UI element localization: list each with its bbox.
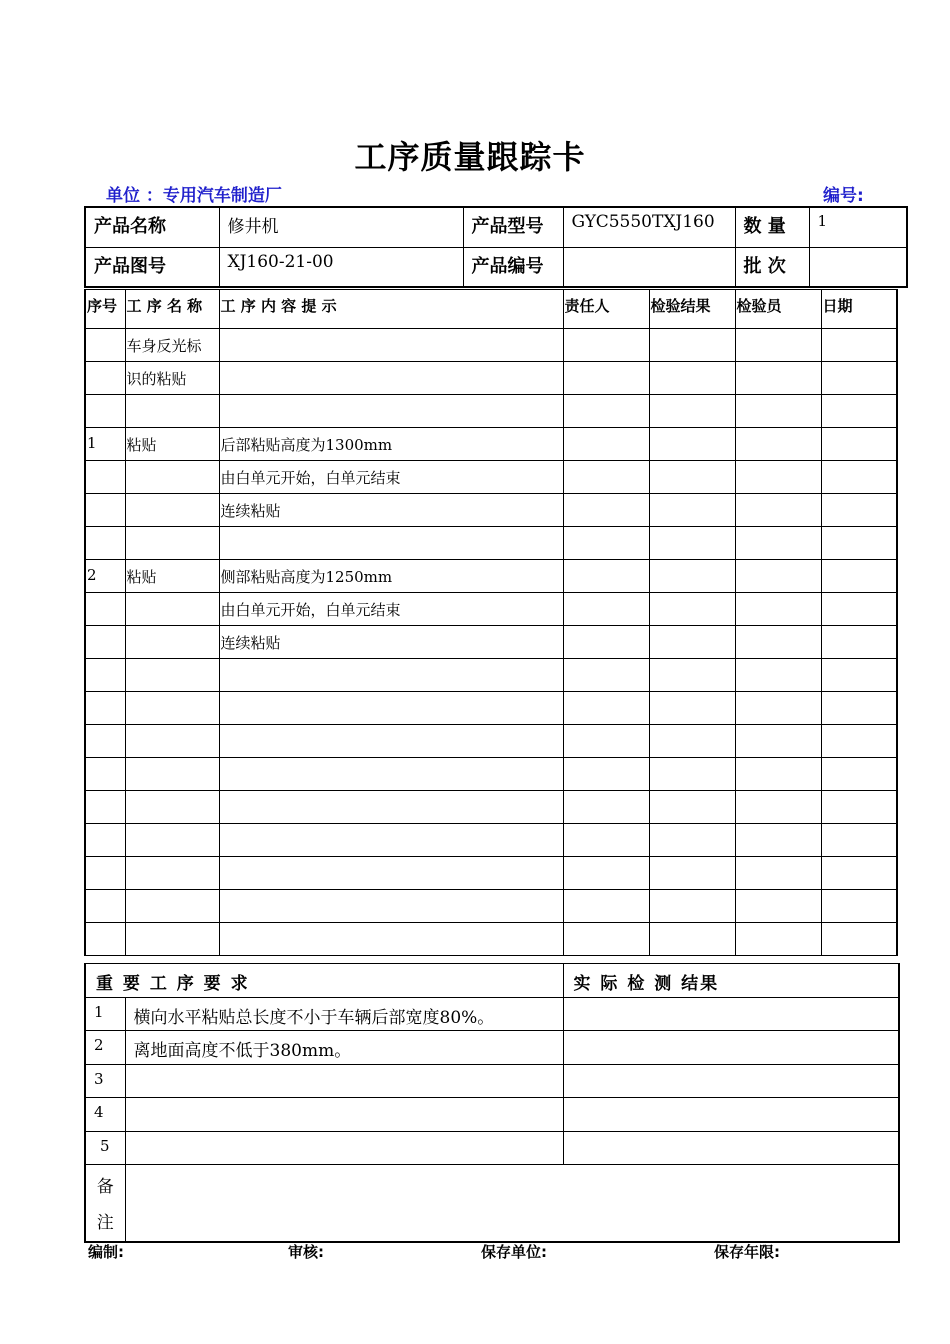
table-row bbox=[85, 626, 897, 659]
cell-date[interactable] bbox=[821, 494, 897, 527]
product-name-value[interactable]: 修井机 bbox=[219, 207, 463, 247]
page-title: 工序质量跟踪卡 bbox=[354, 138, 586, 176]
cell-process-content[interactable] bbox=[219, 362, 563, 395]
requirement-result[interactable] bbox=[563, 1031, 899, 1065]
cell-responsible[interactable] bbox=[563, 791, 649, 824]
cell-responsible[interactable] bbox=[563, 593, 649, 626]
cell-seq[interactable] bbox=[85, 659, 125, 692]
cell-process-content[interactable] bbox=[219, 527, 563, 560]
cell-responsible[interactable] bbox=[563, 494, 649, 527]
cell-process-name[interactable]: 识的粘贴 bbox=[125, 362, 219, 395]
quantity-value[interactable]: 1 bbox=[809, 207, 907, 247]
cell-inspector[interactable] bbox=[735, 593, 821, 626]
cell-inspection-result[interactable] bbox=[649, 461, 735, 494]
cell-inspector[interactable] bbox=[735, 725, 821, 758]
process-table-header bbox=[85, 290, 897, 329]
cell-inspector[interactable] bbox=[735, 890, 821, 923]
cell-responsible[interactable] bbox=[563, 824, 649, 857]
cell-responsible[interactable] bbox=[563, 725, 649, 758]
cell-inspection-result[interactable] bbox=[649, 527, 735, 560]
cell-inspector[interactable] bbox=[735, 626, 821, 659]
requirement-result[interactable] bbox=[563, 1098, 899, 1132]
cell-process-content[interactable] bbox=[219, 824, 563, 857]
cell-seq[interactable] bbox=[85, 824, 125, 857]
cell-date[interactable] bbox=[821, 824, 897, 857]
cell-inspection-result[interactable] bbox=[649, 593, 735, 626]
cell-responsible[interactable] bbox=[563, 857, 649, 890]
cell-date[interactable] bbox=[821, 395, 897, 428]
cell-process-name[interactable] bbox=[125, 593, 219, 626]
cell-seq[interactable] bbox=[85, 791, 125, 824]
col-header-seq: 序号 bbox=[85, 290, 125, 329]
footer-reviewer: 审核: bbox=[288, 1243, 324, 1261]
cell-process-content[interactable] bbox=[219, 857, 563, 890]
cell-responsible[interactable] bbox=[563, 329, 649, 362]
cell-inspector[interactable] bbox=[735, 758, 821, 791]
cell-inspector[interactable] bbox=[735, 494, 821, 527]
requirement-result[interactable] bbox=[563, 1064, 899, 1098]
requirement-text[interactable] bbox=[125, 1131, 563, 1165]
cell-process-content[interactable]: 由白单元开始，白单元结束 bbox=[219, 593, 563, 626]
table-row bbox=[85, 560, 897, 593]
cell-process-content[interactable]: 侧部粘贴高度为1250mm bbox=[219, 560, 563, 593]
cell-date[interactable] bbox=[821, 593, 897, 626]
cell-process-content[interactable] bbox=[219, 791, 563, 824]
table-row bbox=[85, 824, 897, 857]
requirement-row bbox=[85, 1064, 899, 1098]
requirement-row bbox=[85, 997, 899, 1031]
cell-seq[interactable] bbox=[85, 329, 125, 362]
cell-date[interactable] bbox=[821, 758, 897, 791]
cell-date[interactable] bbox=[821, 923, 897, 956]
cell-inspector[interactable] bbox=[735, 395, 821, 428]
unit-label: 单位 ：专用汽车制造厂 bbox=[106, 186, 282, 206]
cell-inspection-result[interactable] bbox=[649, 890, 735, 923]
cell-inspection-result[interactable] bbox=[649, 362, 735, 395]
requirement-result[interactable] bbox=[563, 1131, 899, 1165]
table-row bbox=[85, 725, 897, 758]
requirements-table bbox=[84, 963, 900, 1243]
cell-seq[interactable] bbox=[85, 494, 125, 527]
cell-seq[interactable] bbox=[85, 362, 125, 395]
cell-responsible[interactable] bbox=[563, 527, 649, 560]
cell-process-name[interactable] bbox=[125, 758, 219, 791]
cell-responsible[interactable] bbox=[563, 923, 649, 956]
batch-value[interactable] bbox=[809, 247, 907, 287]
requirements-header bbox=[85, 964, 899, 998]
cell-responsible[interactable] bbox=[563, 461, 649, 494]
table-row bbox=[85, 329, 897, 362]
col-header-process-content: 工 序 内 容 提 示 bbox=[219, 290, 563, 329]
table-row bbox=[85, 428, 897, 461]
table-row bbox=[85, 758, 897, 791]
cell-inspection-result[interactable] bbox=[649, 791, 735, 824]
cell-inspection-result[interactable] bbox=[649, 923, 735, 956]
cell-inspection-result[interactable] bbox=[649, 428, 735, 461]
cell-process-content[interactable]: 连续粘贴 bbox=[219, 626, 563, 659]
cell-process-name[interactable] bbox=[125, 890, 219, 923]
remarks-value[interactable] bbox=[125, 1165, 899, 1243]
cell-responsible[interactable] bbox=[563, 659, 649, 692]
cell-process-name[interactable]: 车身反光标 bbox=[125, 329, 219, 362]
cell-seq[interactable] bbox=[85, 857, 125, 890]
cell-date[interactable] bbox=[821, 329, 897, 362]
cell-process-name[interactable] bbox=[125, 461, 219, 494]
cell-process-name[interactable] bbox=[125, 824, 219, 857]
requirement-text[interactable] bbox=[125, 1098, 563, 1132]
table-row bbox=[85, 461, 897, 494]
cell-responsible[interactable] bbox=[563, 395, 649, 428]
product-drawing-label: 产品图号 bbox=[85, 247, 219, 287]
cell-inspector[interactable] bbox=[735, 857, 821, 890]
table-row bbox=[85, 395, 897, 428]
cell-inspector[interactable] bbox=[735, 362, 821, 395]
cell-process-name[interactable] bbox=[125, 494, 219, 527]
product-serial-value[interactable] bbox=[563, 247, 735, 287]
cell-inspection-result[interactable] bbox=[649, 560, 735, 593]
requirement-text[interactable] bbox=[125, 1064, 563, 1098]
requirement-no: 1 bbox=[85, 997, 125, 1031]
cell-seq[interactable] bbox=[85, 461, 125, 494]
cell-date[interactable] bbox=[821, 560, 897, 593]
cell-seq[interactable] bbox=[85, 527, 125, 560]
cell-seq[interactable]: 2 bbox=[85, 560, 125, 593]
table-row bbox=[85, 692, 897, 725]
requirement-row bbox=[85, 1098, 899, 1132]
table-row bbox=[85, 659, 897, 692]
col-header-responsible: 责任人 bbox=[563, 290, 649, 329]
cell-responsible[interactable] bbox=[563, 362, 649, 395]
requirement-no: 3 bbox=[85, 1064, 125, 1098]
cell-date[interactable] bbox=[821, 527, 897, 560]
cell-inspection-result[interactable] bbox=[649, 725, 735, 758]
product-name-label: 产品名称 bbox=[85, 207, 219, 247]
cell-process-name[interactable] bbox=[125, 626, 219, 659]
cell-process-name[interactable] bbox=[125, 923, 219, 956]
requirement-row bbox=[85, 1131, 899, 1165]
cell-process-content[interactable] bbox=[219, 329, 563, 362]
cell-seq[interactable] bbox=[85, 725, 125, 758]
cell-date[interactable] bbox=[821, 692, 897, 725]
table-row bbox=[85, 362, 897, 395]
table-row bbox=[85, 791, 897, 824]
table-row bbox=[85, 857, 897, 890]
cell-responsible[interactable] bbox=[563, 560, 649, 593]
footer-editor: 编制: bbox=[88, 1243, 124, 1261]
cell-process-content[interactable] bbox=[219, 659, 563, 692]
cell-process-name[interactable] bbox=[125, 659, 219, 692]
cell-date[interactable] bbox=[821, 791, 897, 824]
requirement-text[interactable]: 离地面高度不低于380mm。 bbox=[125, 1031, 563, 1065]
requirement-no: 2 bbox=[85, 1031, 125, 1065]
col-header-inspection-result: 检验结果 bbox=[649, 290, 735, 329]
table-row bbox=[85, 593, 897, 626]
cell-process-content[interactable] bbox=[219, 758, 563, 791]
cell-date[interactable] bbox=[821, 362, 897, 395]
remarks-row bbox=[85, 1165, 899, 1243]
requirement-text[interactable]: 横向水平粘贴总长度不小于车辆后部宽度80%。 bbox=[125, 997, 563, 1031]
cell-date[interactable] bbox=[821, 725, 897, 758]
cell-process-name[interactable] bbox=[125, 692, 219, 725]
table-row bbox=[85, 923, 897, 956]
cell-process-name[interactable]: 粘贴 bbox=[125, 428, 219, 461]
cell-inspector[interactable] bbox=[735, 560, 821, 593]
cell-seq[interactable] bbox=[85, 692, 125, 725]
cell-process-name[interactable] bbox=[125, 857, 219, 890]
table-row bbox=[85, 890, 897, 923]
requirements-header-right: 实 际 检 测 结果 bbox=[563, 964, 899, 998]
cell-inspector[interactable] bbox=[735, 659, 821, 692]
cell-process-content[interactable] bbox=[219, 692, 563, 725]
requirement-result[interactable] bbox=[563, 997, 899, 1031]
product-serial-label: 产品编号 bbox=[463, 247, 563, 287]
quantity-label: 数 量 bbox=[735, 207, 809, 247]
cell-process-content[interactable] bbox=[219, 890, 563, 923]
requirement-no: 4 bbox=[85, 1098, 125, 1132]
cell-inspector[interactable] bbox=[735, 329, 821, 362]
cell-responsible[interactable] bbox=[563, 626, 649, 659]
cell-inspection-result[interactable] bbox=[649, 824, 735, 857]
product-model-value[interactable]: GYC5550TXJ160 bbox=[563, 207, 735, 247]
cell-responsible[interactable] bbox=[563, 428, 649, 461]
cell-responsible[interactable] bbox=[563, 692, 649, 725]
cell-process-name[interactable] bbox=[125, 527, 219, 560]
cell-date[interactable] bbox=[821, 428, 897, 461]
cell-process-name[interactable] bbox=[125, 791, 219, 824]
cell-process-content[interactable]: 由白单元开始，白单元结束 bbox=[219, 461, 563, 494]
cell-date[interactable] bbox=[821, 857, 897, 890]
cell-process-name[interactable]: 粘贴 bbox=[125, 560, 219, 593]
process-table bbox=[84, 289, 898, 956]
cell-inspector[interactable] bbox=[735, 923, 821, 956]
cell-date[interactable] bbox=[821, 626, 897, 659]
cell-seq[interactable] bbox=[85, 395, 125, 428]
product-model-label: 产品型号 bbox=[463, 207, 563, 247]
requirement-no: 5 bbox=[85, 1131, 125, 1165]
cell-inspector[interactable] bbox=[735, 428, 821, 461]
cell-date[interactable] bbox=[821, 659, 897, 692]
cell-inspection-result[interactable] bbox=[649, 857, 735, 890]
cell-inspection-result[interactable] bbox=[649, 758, 735, 791]
table-row bbox=[85, 527, 897, 560]
cell-inspector[interactable] bbox=[735, 527, 821, 560]
col-header-process-name: 工 序 名 称 bbox=[125, 290, 219, 329]
batch-label: 批 次 bbox=[735, 247, 809, 287]
table-row bbox=[85, 494, 897, 527]
cell-process-content[interactable] bbox=[219, 923, 563, 956]
product-drawing-value[interactable]: XJ160-21-00 bbox=[219, 247, 463, 287]
cell-process-content[interactable]: 后部粘贴高度为1300mm bbox=[219, 428, 563, 461]
cell-date[interactable] bbox=[821, 461, 897, 494]
cell-inspector[interactable] bbox=[735, 791, 821, 824]
product-info-table bbox=[84, 206, 908, 288]
footer-keep-unit: 保存单位: bbox=[481, 1243, 547, 1261]
footer-keep-period: 保存年限: bbox=[714, 1243, 780, 1261]
cell-seq[interactable] bbox=[85, 758, 125, 791]
col-header-date: 日期 bbox=[821, 290, 897, 329]
col-header-inspector: 检验员 bbox=[735, 290, 821, 329]
cell-inspection-result[interactable] bbox=[649, 494, 735, 527]
cell-inspection-result[interactable] bbox=[649, 329, 735, 362]
cell-seq[interactable]: 1 bbox=[85, 428, 125, 461]
cell-responsible[interactable] bbox=[563, 758, 649, 791]
cell-inspector[interactable] bbox=[735, 692, 821, 725]
cell-seq[interactable] bbox=[85, 923, 125, 956]
requirement-row bbox=[85, 1031, 899, 1065]
requirements-header-left: 重 要 工 序 要 求 bbox=[85, 964, 563, 998]
cell-inspection-result[interactable] bbox=[649, 626, 735, 659]
cell-process-name[interactable] bbox=[125, 725, 219, 758]
cell-inspection-result[interactable] bbox=[649, 692, 735, 725]
cell-seq[interactable] bbox=[85, 593, 125, 626]
cell-date[interactable] bbox=[821, 890, 897, 923]
cell-seq[interactable] bbox=[85, 626, 125, 659]
remarks-label bbox=[85, 1165, 125, 1243]
remarks-label-line1: 备 bbox=[96, 1177, 114, 1197]
cell-seq[interactable] bbox=[85, 890, 125, 923]
cell-inspection-result[interactable] bbox=[649, 395, 735, 428]
cell-process-content[interactable] bbox=[219, 725, 563, 758]
cell-process-content[interactable] bbox=[219, 395, 563, 428]
cell-inspection-result[interactable] bbox=[649, 659, 735, 692]
cell-inspector[interactable] bbox=[735, 824, 821, 857]
cell-process-name[interactable] bbox=[125, 395, 219, 428]
cell-process-content[interactable]: 连续粘贴 bbox=[219, 494, 563, 527]
cell-inspector[interactable] bbox=[735, 461, 821, 494]
remarks-label-line2: 注 bbox=[96, 1213, 114, 1233]
code-label: 编号: bbox=[823, 186, 864, 206]
cell-responsible[interactable] bbox=[563, 890, 649, 923]
